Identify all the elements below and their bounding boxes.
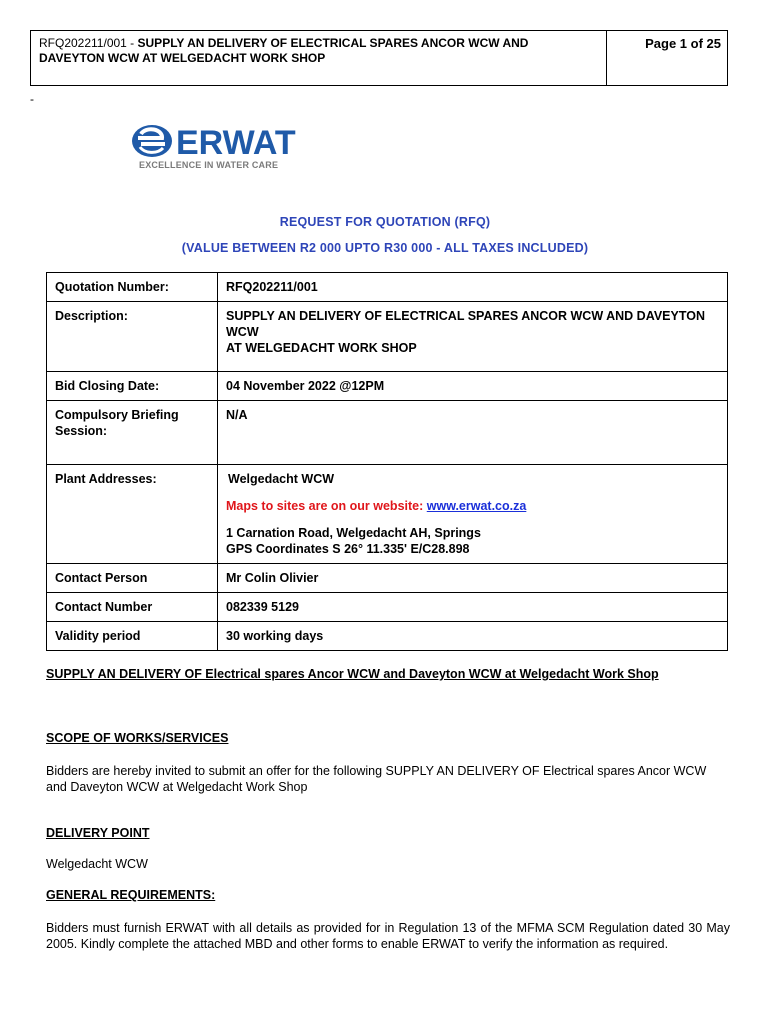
table-row [47, 622, 728, 651]
description-line1: SUPPLY AN DELIVERY OF ELECTRICAL SPARES ANCOR WCW AND DAVEYTON WCW [226, 309, 705, 339]
briefing-label: Compulsory Briefing Session: [47, 401, 218, 465]
description-line2: AT WELGEDACHT WORK SHOP [226, 341, 417, 355]
quotation-details-table [46, 272, 728, 651]
table-row [47, 465, 728, 564]
quotation-number-label: Quotation Number: [47, 273, 218, 302]
delivery-text: Welgedacht WCW [46, 857, 148, 871]
plant-name: Welgedacht WCW [228, 472, 335, 486]
table-row [47, 401, 728, 465]
page-header [30, 30, 728, 86]
general-text: Bidders must furnish ERWAT with all details as provided for in Regulation 13 of the MFMA SCM Regulation dated 30 May 2005. Kindly complete the attached MBD and other forms to enable ERWAT to verify the information as required. [46, 921, 730, 951]
scope-text: Bidders are hereby invited to submit an offer for the following SUPPLY AN DELIVERY OF Electrical spares Ancor WCW and Daveyton WCW at Welgedacht Work Shop [46, 764, 707, 794]
header-title-line2: DAVEYTON WCW AT WELGEDACHT WORK SHOP [39, 51, 326, 65]
logo-wordmark: ERWAT [176, 124, 296, 162]
contact-number-label: Contact Number [47, 593, 218, 622]
description-label: Description: [47, 302, 218, 372]
table-row [47, 302, 728, 372]
plant-address-label: Plant Addresses: [47, 465, 218, 564]
website-link[interactable]: www.erwat.co.za [426, 499, 527, 513]
table-row [47, 273, 728, 302]
rfq-subtitle: (VALUE BETWEEN R2 000 UPTO R30 000 - ALL TAXES INCLUDED) [181, 241, 589, 255]
scope-heading: SCOPE OF WORKS/SERVICES [46, 731, 229, 745]
validity-label: Validity period [47, 622, 218, 651]
header-ref: RFQ202211/001 - [39, 36, 135, 50]
contact-number-value: 082339 5129 [218, 593, 728, 622]
table-row [47, 372, 728, 401]
logo-tagline: EXCELLENCE IN WATER CARE [139, 160, 279, 170]
gps-coordinates: GPS Coordinates S 26° 11.335' E/C28.898 [226, 542, 470, 556]
street-address: 1 Carnation Road, Welgedacht AH, Springs [226, 526, 481, 540]
closing-date-label: Bid Closing Date: [47, 372, 218, 401]
rfq-title: REQUEST FOR QUOTATION (RFQ) [279, 215, 491, 229]
dash-mark: - [30, 92, 34, 106]
header-title-cell [31, 31, 607, 85]
maps-text: Maps to sites are on our website: [226, 499, 424, 513]
description-value [218, 302, 728, 372]
contact-person-value: Mr Colin Olivier [218, 564, 728, 593]
table-row [47, 593, 728, 622]
page-number: Page 1 of 25 [645, 36, 721, 51]
quotation-number-value: RFQ202211/001 [218, 273, 728, 302]
closing-date-value: 04 November 2022 @12PM [218, 372, 728, 401]
delivery-heading: DELIVERY POINT [46, 826, 150, 840]
validity-value: 30 working days [218, 622, 728, 651]
plant-address-value [218, 465, 728, 564]
table-row [47, 564, 728, 593]
general-heading: GENERAL REQUIREMENTS: [46, 888, 216, 902]
briefing-value: N/A [218, 401, 728, 465]
header-title-line1: SUPPLY AN DELIVERY OF ELECTRICAL SPARES ANCOR WCW AND [137, 36, 529, 50]
erwat-logo-icon [132, 122, 302, 162]
contact-person-label: Contact Person [47, 564, 218, 593]
supply-heading: SUPPLY AN DELIVERY OF Electrical spares Ancor WCW and Daveyton WCW at Welgedacht Work Shop [46, 667, 659, 681]
